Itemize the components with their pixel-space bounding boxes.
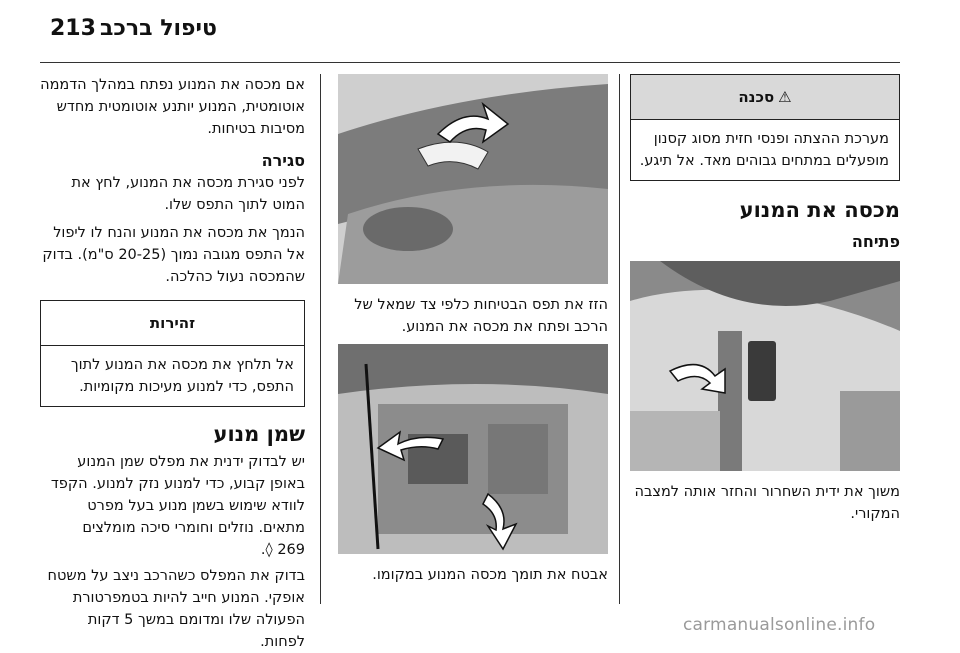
- danger-box-heading: ⚠סכנה: [631, 75, 899, 120]
- paragraph-autostop: אם מכסה את המנוע נפתח במהלך הדממה אוטומטית, המנוע יותנע אוטומטית מחדש מסיבות בטיחות.: [40, 77, 305, 137]
- caption-safety-catch: הזז את תפס הבטיחות כלפי צד שמאל של הרכב ופתח את מכסה את המנוע.: [354, 297, 608, 335]
- photo-hood-support-rod: [338, 344, 608, 554]
- caution-box-text: אל תלחץ את מכסה את המנוע לתוך התפס, כדי למנוע מעיכות מקומיות.: [70, 357, 294, 395]
- photo-hood-release-lever: [630, 261, 900, 471]
- right-column: [630, 74, 900, 525]
- section-title-hood: מכסה את המנוע: [739, 198, 900, 222]
- warning-triangle-icon: ⚠: [778, 88, 792, 106]
- paragraph-oil-level: בדוק את המפלס כשהרכב ניצב על משטח אופקי. המנוע חייב להיות בטמפרטורת הפעולה שלו ומדומם במשך 5 דקות לפחות.: [47, 568, 305, 650]
- header-rule: [40, 62, 900, 63]
- subsection-title-opening: פתיחה: [851, 232, 900, 251]
- subsection-title-closing: סגירה: [261, 151, 305, 170]
- caution-box: [40, 300, 305, 407]
- caution-box-heading: זהירות: [41, 301, 304, 346]
- danger-box-text: מערכת ההצתה ופנסי חזית מסוג קסנון מופעלים במתחים גבוהים מאד. אל תיגע.: [639, 131, 889, 169]
- photo-caption-release: משוך את ידית השחרור והחזר אותה למצבה המקורי.: [634, 484, 900, 522]
- paragraph-oil-check: יש לבדוק ידנית את מפלס שמן המנוע באופן קבוע, כדי למנוע נזק למנוע. הקפד לוודא שימוש בשמן מנוע בעל מפרט מתאים. נוזלים וחומרי סיכה מומלצים 269 ◊.: [50, 454, 305, 558]
- paragraph-closing-rod: לפני סגירת מכסה את המנוע, לחץ את המוט לתוך התפס שלו.: [71, 175, 305, 213]
- section-title-engine-oil: שמן מנוע: [213, 422, 305, 446]
- paragraph-closing-drop: הנמך את מכסה את המנוע והנח לו ליפול אל התפס מגובה נמוך (20-25 ס"מ). בדוק שהמכסה נעול כהלכה.: [42, 225, 305, 285]
- danger-box: [630, 74, 900, 181]
- photo-hood-lifting: [338, 74, 608, 284]
- page-header-title: טיפול ברכב: [100, 16, 217, 41]
- watermark: carmanualsonline.info: [683, 615, 876, 635]
- column-divider-right: [619, 74, 620, 604]
- column-divider-left: [320, 74, 321, 604]
- middle-column: [338, 74, 608, 586]
- page-number: 213: [50, 16, 96, 41]
- left-column: [40, 74, 305, 653]
- page-reference[interactable]: 269 ◊.: [260, 542, 305, 558]
- caption-support-rod: אבטח את תומך מכסה המנוע במקומו.: [372, 567, 608, 583]
